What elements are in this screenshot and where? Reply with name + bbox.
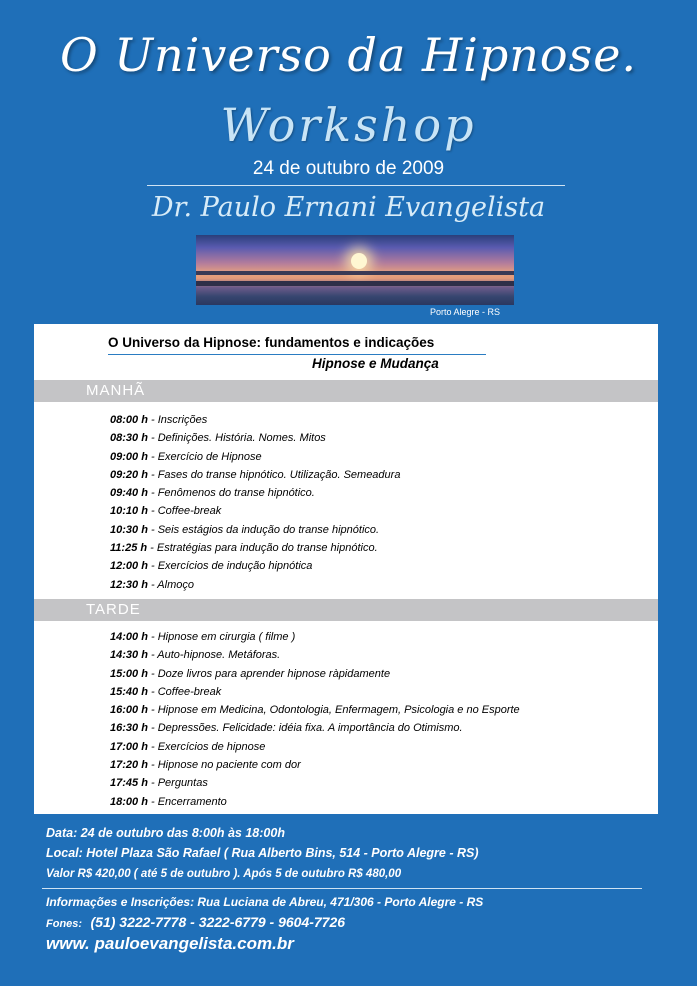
- phones-line: [46, 914, 345, 932]
- shoreline-shape: [196, 271, 514, 275]
- sunset-photo: [196, 235, 514, 305]
- poster-title: O Universo da Hipnose.: [59, 28, 638, 82]
- afternoon-label: TARDE: [86, 601, 141, 618]
- schedule-time: 11:25 h: [110, 542, 148, 555]
- event-date-line: Data: 24 de outubro das 8:00h às 18:00h: [46, 826, 285, 840]
- schedule-item: 10:30 h - Seis estágios da indução do transe hipnótico.: [110, 523, 380, 536]
- morning-band: [34, 380, 658, 402]
- schedule-text: Fenômenos do transe hipnótico.: [157, 487, 315, 500]
- schedule-time: 09:40 h: [110, 487, 148, 500]
- schedule-text: Exercícios de indução hipnótica: [157, 560, 313, 573]
- schedule-text: Coffee-break: [157, 685, 222, 698]
- schedule-item: 09:20 h - Fases do transe hipnótico. Utilização. Semeadura: [110, 468, 401, 481]
- footer-divider: [42, 888, 642, 889]
- schedule-time: 18:00 h: [110, 795, 148, 808]
- schedule-item: 16:00 h - Hipnose em Medicina, Odontologia, Enfermagem, Psicologia e no Esporte: [110, 704, 520, 717]
- schedule-text: Exercício de Hipnose: [157, 450, 262, 463]
- schedule-item: 17:20 h - Hipnose no paciente com dor: [110, 759, 301, 772]
- schedule-item: 14:00 h - Hipnose em cirurgia ( filme ): [110, 631, 296, 643]
- schedule-item: 17:00 h - Exercícios de hipnose: [110, 740, 266, 753]
- schedule-text: Auto-hipnose. Metáforas.: [157, 649, 281, 662]
- phones-label: Fones:: [46, 918, 83, 930]
- schedule-text: Coffee-break: [157, 505, 222, 518]
- schedule-item: 15:00 h - Doze livros para aprender hipnose ràpidamente: [110, 667, 391, 680]
- schedule-text: Hipnose em Medicina, Odontologia, Enfermagem, Psicologia e no Esporte: [157, 704, 520, 717]
- schedule-time: 17:20 h: [110, 759, 148, 772]
- schedule-time: 09:00 h: [110, 450, 148, 463]
- schedule-time: 10:30 h: [110, 523, 148, 536]
- schedule-time: 08:30 h: [110, 432, 148, 445]
- schedule-time: 17:00 h: [110, 740, 148, 753]
- schedule-item: 09:40 h - Fenômenos do transe hipnótico.: [110, 487, 315, 500]
- schedule-text: Doze livros para aprender hipnose ràpidamente: [157, 667, 391, 680]
- schedule-text: Inscrições: [157, 414, 208, 426]
- schedule-text: Seis estágios da indução do transe hipnótico.: [157, 523, 380, 536]
- schedule-item: 10:10 h - Coffee-break: [110, 505, 222, 518]
- event-date: 24 de outubro de 2009: [252, 158, 445, 179]
- schedule-item: 08:30 h - Definições. História. Nomes. Mitos: [110, 432, 326, 445]
- schedule-text: Fases do transe hipnótico. Utilização. Semeadura: [157, 468, 401, 481]
- schedule-text: Hipnose em cirurgia ( filme ): [157, 631, 296, 643]
- schedule-text: Perguntas: [157, 777, 208, 790]
- schedule-time: 14:00 h: [110, 631, 148, 643]
- event-location-line: Local: Hotel Plaza São Rafael ( Rua Alberto Bins, 514 - Porto Alegre - RS): [46, 846, 479, 860]
- workshop-subtitle: Workshop: [220, 98, 477, 152]
- schedule-text: Depressões. Felicidade: idéia fixa. A importância do Otimismo.: [157, 722, 463, 735]
- schedule-time: 15:40 h: [110, 685, 148, 698]
- schedule-item: 08:00 h - Inscrições: [110, 414, 208, 426]
- schedule-text: Estratégias para indução do transe hipnótico.: [156, 542, 378, 555]
- schedule-item: 12:30 h - Almoço: [110, 578, 194, 591]
- photo-caption: Porto Alegre - RS: [430, 307, 501, 317]
- registration-info-line: Informações e Inscrições: Rua Luciana de Abreu, 471/306 - Porto Alegre - RS: [46, 895, 484, 909]
- schedule-item: 11:25 h - Estratégias para indução do transe hipnótico.: [110, 542, 378, 555]
- schedule-text: Hipnose no paciente com dor: [157, 759, 301, 772]
- schedule-text: Almoço: [157, 578, 194, 591]
- program-heading-underline: [108, 354, 486, 355]
- afternoon-band: [34, 599, 658, 621]
- morning-label: MANHÃ: [86, 382, 146, 399]
- schedule-text: Encerramento: [157, 795, 227, 808]
- schedule-item: 17:45 h - Perguntas: [110, 777, 208, 790]
- sun-shape: [351, 253, 367, 269]
- shoreline-shape: [196, 281, 514, 286]
- schedule-text: Exercícios de hipnose: [157, 740, 266, 753]
- schedule-time: 15:00 h: [110, 667, 148, 680]
- schedule-time: 16:30 h: [110, 722, 148, 735]
- website-link[interactable]: www. pauloevangelista.com.br: [46, 934, 294, 953]
- schedule-item: 12:00 h - Exercícios de indução hipnótica: [110, 560, 313, 573]
- schedule-text: Definições. História. Nomes. Mitos: [157, 432, 326, 445]
- program-heading: O Universo da Hipnose: fundamentos e indicações: [108, 335, 435, 350]
- schedule-item: 18:00 h - Encerramento: [110, 795, 227, 808]
- schedule-time: 10:10 h: [110, 505, 148, 518]
- schedule-time: 17:45 h: [110, 777, 148, 790]
- schedule-time: 08:00 h: [110, 414, 148, 426]
- schedule-time: 09:20 h: [110, 468, 148, 481]
- schedule-item: 09:00 h - Exercício de Hipnose: [110, 450, 262, 463]
- schedule-time: 16:00 h: [110, 704, 148, 717]
- schedule-time: 14:30 h: [110, 649, 148, 662]
- schedule-item: 15:40 h - Coffee-break: [110, 685, 222, 698]
- afternoon-schedule: [110, 628, 520, 811]
- morning-schedule: [110, 411, 400, 594]
- program-panel: [34, 324, 658, 814]
- presenter-name: Dr. Paulo Ernani Evangelista: [151, 192, 546, 223]
- schedule-time: 12:00 h: [110, 560, 148, 573]
- schedule-item: 16:30 h - Depressões. Felicidade: idéia fixa. A importância do Otimismo.: [110, 722, 463, 735]
- phone-numbers: (51) 3222-7778 - 3222-6779 - 9604-7726: [90, 914, 346, 930]
- schedule-time: 12:30 h: [110, 578, 148, 591]
- program-subheading: Hipnose e Mudança: [312, 356, 439, 371]
- header-divider: [147, 185, 565, 186]
- event-price-line: Valor R$ 420,00 ( até 5 de outubro ). Após 5 de outubro R$ 480,00: [46, 868, 402, 880]
- schedule-item: 14:30 h - Auto-hipnose. Metáforas.: [110, 649, 281, 662]
